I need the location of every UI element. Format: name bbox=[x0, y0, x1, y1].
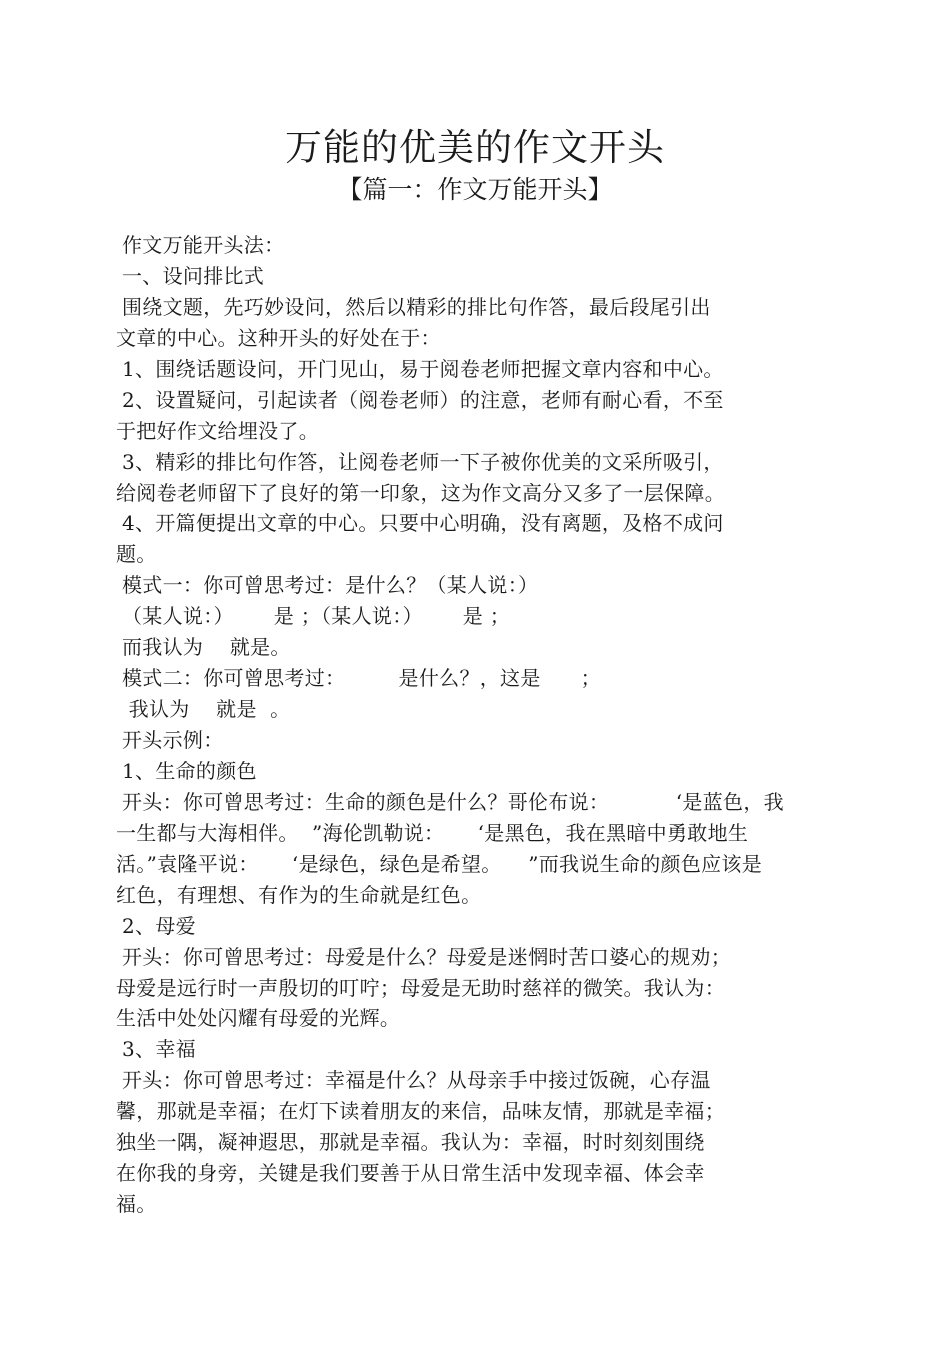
text-line: 给阅卷老师留下了良好的第一印象，这为作文高分又多了一层保障。 bbox=[116, 480, 725, 505]
text-line: 作文万能开头法： bbox=[122, 233, 285, 257]
text-line: 1、围绕话题设问，开门见山，易于阅卷老师把握文章内容和中心。 bbox=[122, 356, 724, 381]
text-line: 而我认为 就是。 bbox=[122, 635, 291, 660]
section-heading: 【篇一：作文万能开头】 bbox=[337, 175, 613, 204]
text-line: 一生都与大海相伴。 ”海伦凯勒说： ‘是黑色，我在黑暗中勇敢地生 bbox=[116, 820, 749, 845]
text-line: 模式二：你可曾思考过： 是什么？，这是 ； bbox=[122, 666, 601, 691]
text-line: 题。 bbox=[116, 542, 157, 567]
text-line: 3、幸福 bbox=[122, 1037, 196, 1062]
text-line: 生活中处处闪耀有母爱的光辉。 bbox=[116, 1006, 401, 1031]
text-line: 开头示例： bbox=[122, 728, 224, 752]
text-line: 活。”袁隆平说： ‘是绿色，绿色是希望。 ”而我说生命的颜色应该是 bbox=[116, 851, 763, 876]
text-line: 模式一：你可曾思考过：是什么？（某人说：） bbox=[122, 573, 539, 598]
text-line: 于把好作文给埋没了。 bbox=[116, 418, 319, 443]
text-line: 围绕文题，先巧妙设问，然后以精彩的排比句作答，最后段尾引出 bbox=[122, 294, 711, 319]
text-line: （某人说：） 是 ；（某人说：） 是 ； bbox=[122, 604, 511, 629]
text-line: 开头：你可曾思考过：生命的颜色是什么？哥伦布说： ‘是蓝色，我 bbox=[122, 789, 784, 814]
text-line: 在你我的身旁，关键是我们要善于从日常生活中发现幸福、体会幸 bbox=[116, 1161, 705, 1186]
document-title: 万能的优美的作文开头 bbox=[285, 126, 665, 169]
text-line: 福。 bbox=[116, 1192, 157, 1217]
text-line: 3、精彩的排比句作答，让阅卷老师一下子被你优美的文采所吸引， bbox=[122, 449, 724, 474]
text-line: 独坐一隅，凝神遐思，那就是幸福。我认为：幸福，时时刻刻围绕 bbox=[116, 1130, 705, 1155]
text-line: 文章的中心。这种开头的好处在于： bbox=[116, 325, 441, 350]
text-line: 1、生命的颜色 bbox=[122, 758, 257, 783]
text-line: 4、开篇便提出文章的中心。只要中心明确，没有离题，及格不成问 bbox=[122, 511, 724, 536]
text-line: 开头：你可曾思考过：幸福是什么？从母亲手中接过饭碗，心存温 bbox=[122, 1068, 711, 1093]
document-body bbox=[116, 230, 836, 1220]
text-line: 红色，有理想、有作为的生命就是红色。 bbox=[116, 882, 482, 907]
text-line: 一、设问排比式 bbox=[122, 263, 265, 288]
text-line: 馨，那就是幸福；在灯下读着朋友的来信，品味友情，那就是幸福； bbox=[116, 1099, 725, 1124]
text-line: 2、设置疑问，引起读者（阅卷老师）的注意，老师有耐心看，不至 bbox=[122, 387, 724, 412]
text-line: 我认为 就是 。 bbox=[122, 697, 291, 722]
text-line: 母爱是远行时一声殷切的叮咛；母爱是无助时慈祥的微笑。我认为： bbox=[116, 975, 725, 1000]
text-line: 开头：你可曾思考过：母爱是什么？母爱是迷惘时苦口婆心的规劝； bbox=[122, 944, 731, 969]
text-line: 2、母爱 bbox=[122, 913, 196, 938]
